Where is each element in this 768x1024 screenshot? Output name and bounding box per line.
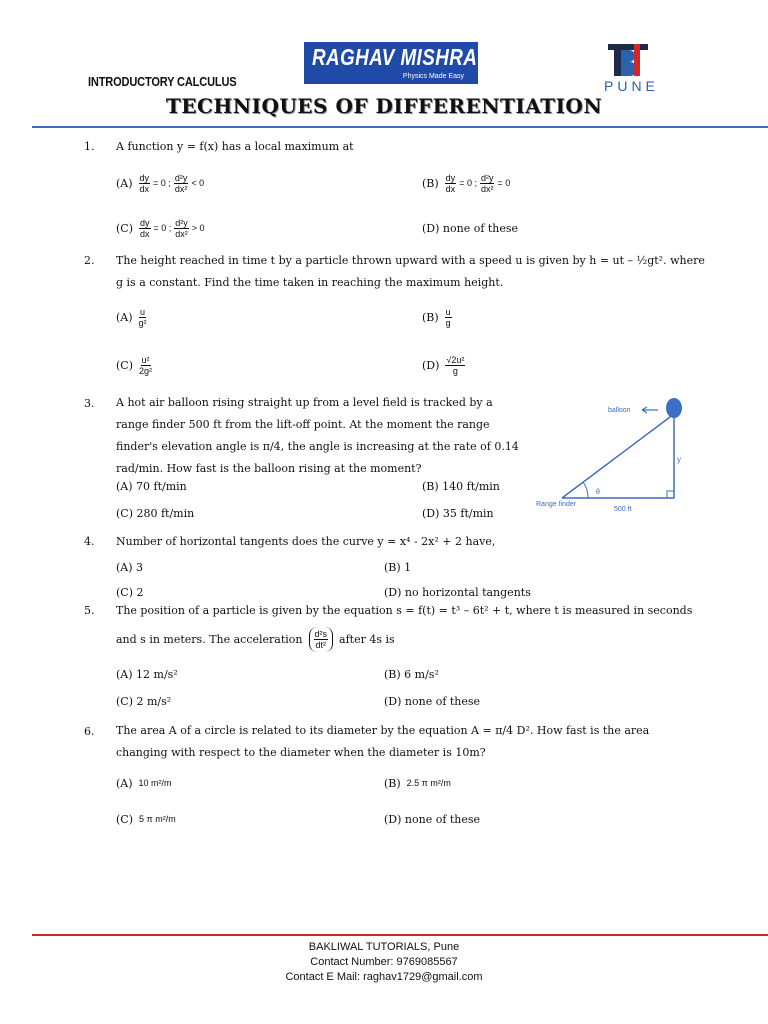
footer-line-3: Contact E Mail: raghav1729@gmail.com (285, 971, 483, 983)
option-label: (B) (422, 176, 439, 190)
question-4-option-a: (A) 3 (116, 561, 144, 574)
question-2-text: The height reached in time t by a particle thrown upward with a speed u is given by h = ut – ½gt². where g is a constant. Find the time taken in reaching the maximum height. (116, 254, 705, 289)
question-2-option-b: (B) $\frac{u}{g}$ (422, 306, 451, 328)
question-2-option-c: (C) $\frac{\text{u²}}{\text{2g²}}$ (116, 354, 153, 376)
brand-name: RAGHAV MISHRA (312, 44, 478, 70)
question-4-option-c: (C) 2 (116, 586, 144, 599)
question-1-option-d: (D) none of these (422, 221, 519, 235)
question-5-number: 5. (84, 604, 95, 617)
angle-arc (583, 482, 588, 498)
question-5-option-c: (C) 2 m/s² (116, 695, 172, 708)
question-3-option-d: (D) 35 ft/min (422, 507, 494, 520)
question-4-number: 4. (84, 535, 95, 548)
question-2-option-d: (D) $\frac{\text{√2u²}}{g}$ (422, 354, 465, 376)
question-4-text: Number of horizontal tangents does the curve y = x⁴ - 2x² + 2 have, (116, 535, 496, 548)
angle-label: θ (596, 489, 600, 496)
question-6-number: 6. (84, 725, 95, 738)
math-expression: $\frac{dy}{dx}$ = 0 ; $\frac{\text{d²y}}{\text{dx²}}$ = 0 (445, 172, 511, 194)
sight-line (562, 414, 674, 498)
question-3-number: 3. (84, 397, 95, 410)
question-6-option-c: (C) 5 π m²/m (116, 812, 176, 826)
question-5-text: The position of a particle is given by the equation s = f(t) = t³ – 6t² + t, where t is measured in seconds (116, 604, 693, 617)
question-1-option-b (422, 168, 510, 198)
balloon-diagram (526, 392, 716, 520)
distance-label: 500 ft (614, 506, 632, 513)
range-finder-label: Range finder (536, 501, 577, 508)
question-4-option-d: (D) no horizontal tangents (384, 586, 531, 599)
option-label: (A) (116, 176, 133, 190)
question-5-option-d: (D) none of these (384, 695, 481, 708)
balloon-icon (666, 398, 682, 418)
question-4-option-b: (B) 1 (384, 561, 412, 574)
option-label: (C) (116, 221, 133, 235)
math-expression: $\frac{dy}{dx}$ = 0 ; $\frac{\text{d²y}}{\text{dx²}}$ > 0 (140, 217, 205, 239)
subject-heading: INTRODUCTORY CALCULUS (88, 74, 237, 89)
question-6-text: The area A of a circle is related to its diameter by the equation A = π/4 D². How fast is the area changing with respect to the diameter when the diameter is 10m? (116, 724, 650, 759)
footer-line-1: BAKLIWAL TUTORIALS, Pune (308, 941, 460, 953)
question-1-option-a (116, 168, 204, 198)
question-5-option-b: (B) 6 m/s² (384, 668, 439, 681)
y-label: y (677, 455, 681, 464)
question-3-option-b: (B) 140 ft/min (422, 480, 500, 493)
question-5-option-a: (A) 12 m/s² (116, 668, 178, 681)
question-1-option-c (116, 213, 205, 243)
balloon-label: balloon (608, 407, 631, 414)
bt-logo-icon (604, 42, 652, 78)
footer-divider (32, 934, 768, 936)
question-6-option-a: (A) 10 m²/m (116, 776, 172, 790)
question-1-number: 1. (84, 140, 95, 153)
right-angle-mark (667, 491, 674, 498)
question-1-text: A function y = f(x) has a local maximum at (116, 140, 354, 153)
question-3-option-a: (A) 70 ft/min (116, 480, 187, 493)
logo-city: PUNE (604, 78, 659, 94)
header-divider (32, 126, 768, 128)
bt-logo (604, 42, 664, 94)
question-5-text-continued: and s in meters. The acceleration $\frac{\text{d²s}}{\text{dt²}}$ after 4s is (116, 628, 395, 650)
math-expression: $\frac{dy}{dx}$ = 0 ; $\frac{\text{d²y}}{\text{dx²}}$ < 0 (139, 172, 205, 194)
question-2-number: 2. (84, 254, 95, 267)
page-title: TECHNIQUES OF DIFFERENTIATION (165, 94, 603, 118)
question-3-option-c: (C) 280 ft/min (116, 507, 195, 520)
question-2-option-a: (A) $\frac{u}{\text{g²}}$ (116, 306, 147, 328)
question-3-text: A hot air balloon rising straight up from a level field is tracked by a range finder 500 ft from the lift-off point. At the moment the range finder's elevation angle is π/4, the angle is increasing at the rate of 0.14 rad/min. How fast is the balloon rising at the moment? (116, 396, 519, 475)
question-6-option-d: (D) none of these (384, 812, 481, 826)
brand-tagline: Physics Made Easy (402, 73, 464, 80)
brand-logo (304, 42, 478, 84)
question-6-option-b: (B) 2.5 π m²/m (384, 776, 451, 790)
footer-line-2: Contact Number: 9769085567 (310, 956, 458, 968)
